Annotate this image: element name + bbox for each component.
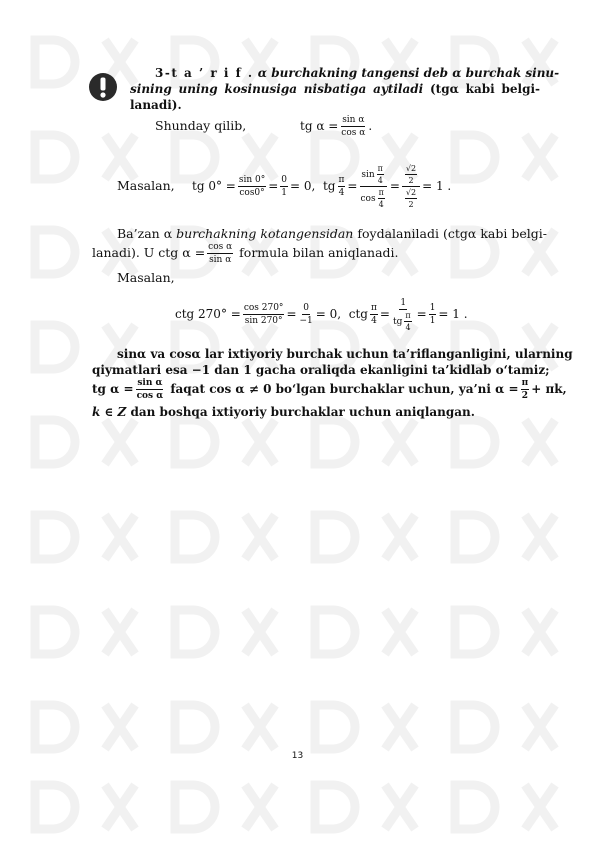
cot-fraction: $\frac{\text{cos α}}{\text{sin α}}$ <box>208 242 233 265</box>
definition-label: 3-t a ’ r i f . <box>155 66 254 80</box>
closing-line-3: tg α = $\frac{\text{sin α}}{\text{cos α}}$ faqat cos α ≠ 0 bo‘lgan burchaklar uchun, ya’ni α = $\frac{\pi}{2}$ + πk, <box>92 378 567 401</box>
closing-tangent-fraction: $\frac{\text{sin α}}{\text{cos α}}$ <box>136 378 164 401</box>
definition-line-2: sining uning kosinusiga nisbatiga aytiladi (tgα kabi belgi- <box>130 82 540 96</box>
example2-formula: ctg 270° = $\frac{\cos 270^\circ}{\sin 270^\circ}$ = $\frac{0}{-1}$ = 0, ctg $\frac{\pi}{4}$ = 1 tg $\frac{\pi}{4}$ = $\frac{1}{1}$ = 1 . <box>175 297 468 332</box>
exclamation-icon <box>88 72 118 102</box>
example1-formula: tg 0° = $\frac{\sin 0^\circ}{\cos 0^\circ}$ = $\frac{0}{1}$ = 0, tg $\frac{\pi}{4}$ = sin $\frac{\pi}{4}$ cos $\frac{\pi}{4}$ = $\frac{\frac{√2}{2}}{\frac{√2}{2}}$ = 1 . <box>192 164 452 209</box>
definition-line-3: lanadi). <box>130 98 182 112</box>
example1-label: Masalan, <box>117 178 175 193</box>
example2-label: Masalan, <box>117 270 175 285</box>
closing-line-2: qiymatlari esa −1 dan 1 gacha oraliqda ekanligini ta’kidlab o‘tamiz; <box>92 363 550 377</box>
cot-line-1: Ba’zan α burchakning kotangensidan foydalaniladi (ctgα kabi belgi- <box>117 226 547 241</box>
page-number: 13 <box>291 751 304 761</box>
shunday-text: Shunday qilib, <box>155 118 247 133</box>
tangent-fraction: $\frac{\text{sin α}}{\text{cos α}}$ <box>341 115 366 138</box>
definition-line-1: 3-t a ’ r i f . α burchakning tangensi deb α burchak sinu- <box>155 66 560 80</box>
closing-line-4: k ∈ Z dan boshqa ixtiyoriy burchaklar uchun aniqlangan. <box>92 405 475 419</box>
closing-line-1: sinα va cosα lar ixtiyoriy burchak uchun ta’riflanganligini, ularning <box>117 347 573 361</box>
pi-over-two-fraction: $\frac{\pi}{2}$ <box>521 378 529 401</box>
tangent-formula: tg α = $\frac{\text{sin α}}{\text{cos α}}$ . <box>300 115 373 138</box>
cot-line-2: lanadi). U ctg α = $\frac{\text{cos α}}{\text{sin α}}$ formula bilan aniqlanadi. <box>92 242 399 265</box>
